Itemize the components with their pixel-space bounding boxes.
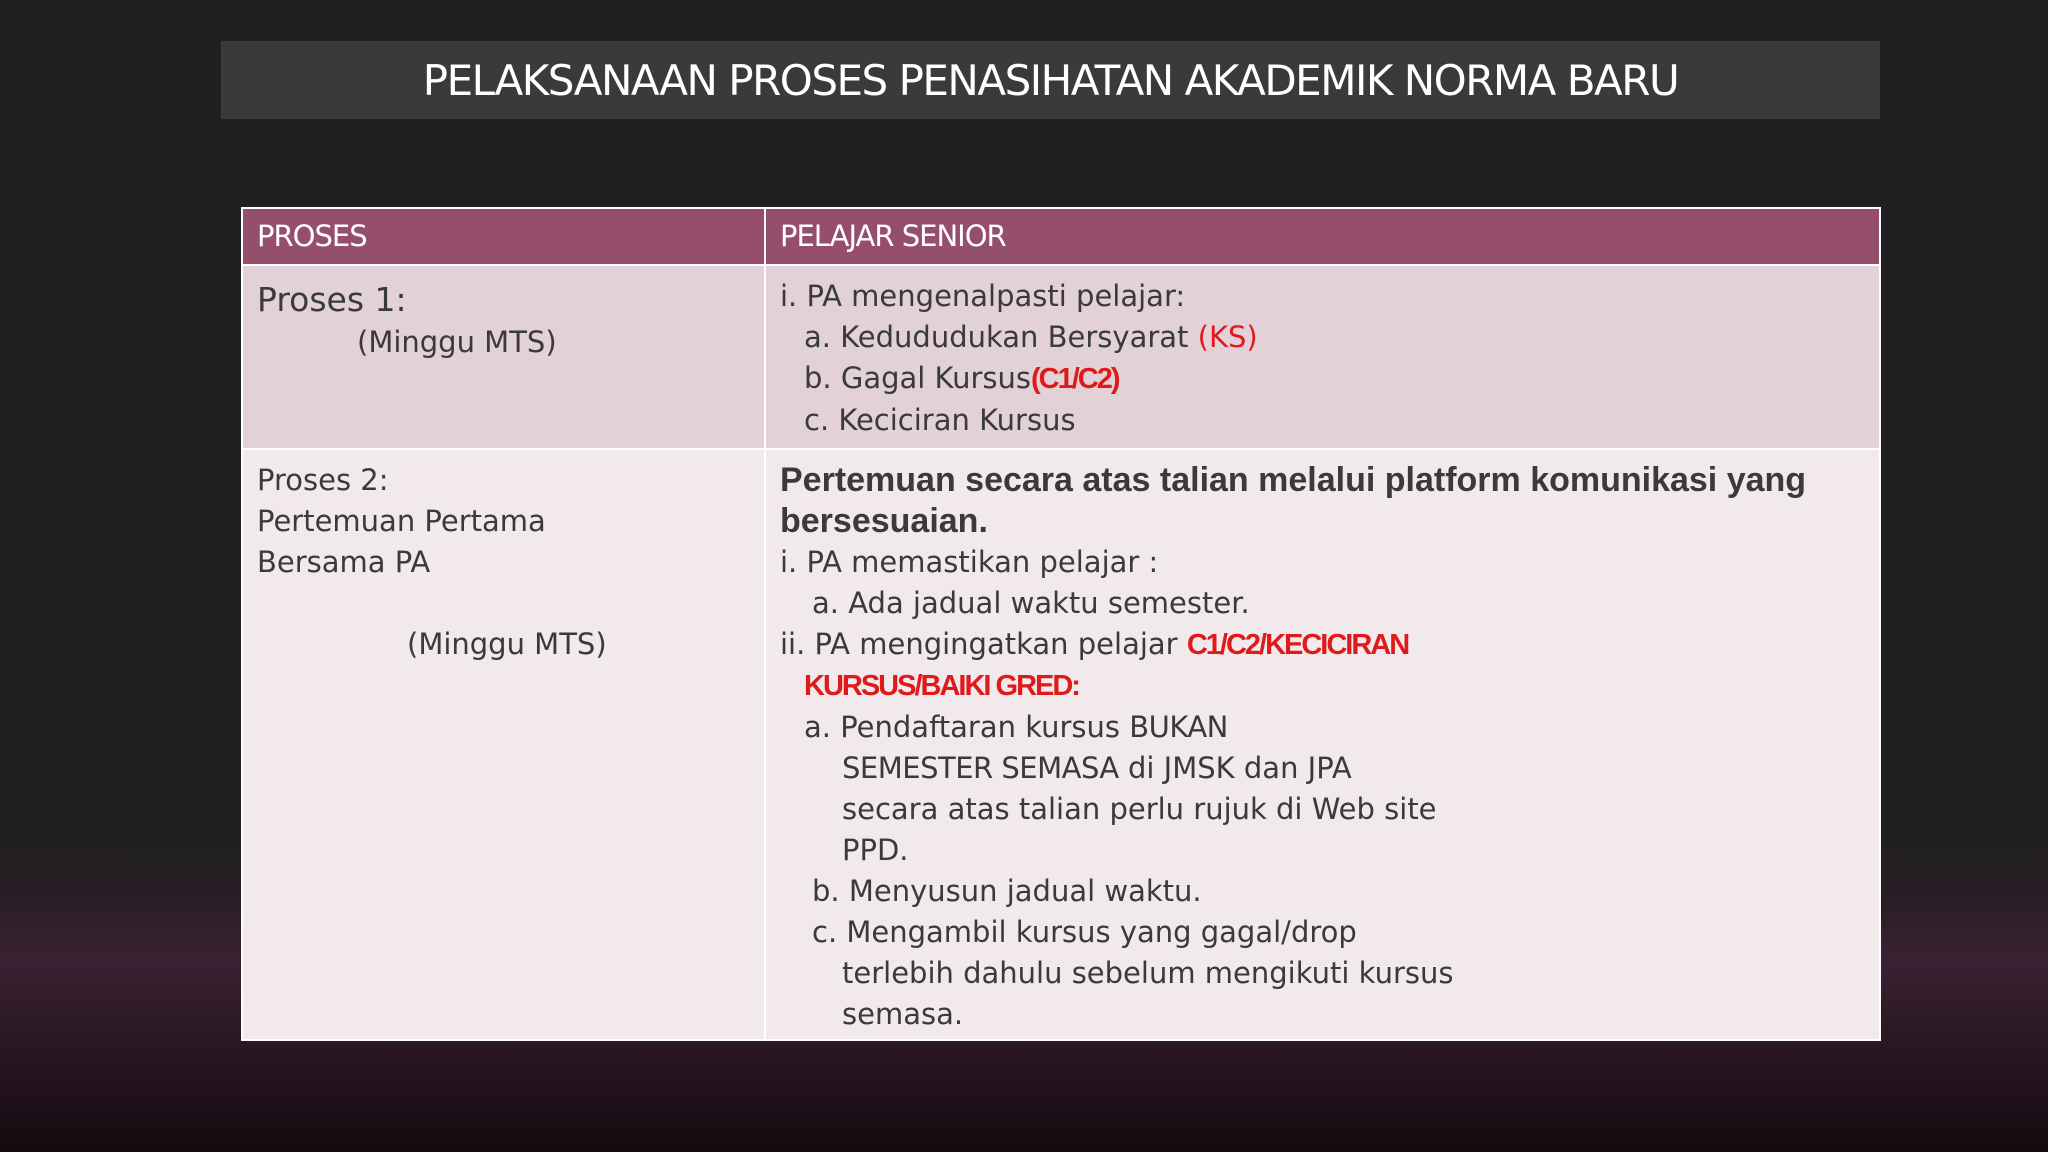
row2-point-ii-b: b. Menyusun jadual waktu. (812, 874, 1202, 908)
row1-item-a (780, 317, 1865, 358)
process-table (241, 207, 1881, 1041)
row2-point-ii (780, 624, 1865, 666)
row1-detail-cell (766, 266, 1879, 448)
row1-proses-title: Proses 1: (257, 280, 407, 319)
slide-title: PELAKSANAAN PROSES PENASIHATAN AKADEMIK NORMA BARU (422, 55, 1679, 105)
row2-point-i-a: a. Ada jadual waktu semester. (812, 586, 1250, 620)
row2-heading-line1: Pertemuan secara atas talian melalui platform komunikasi yang (780, 461, 1807, 499)
row2-point-ii-c-line3: semasa. (842, 997, 964, 1031)
row1-item-b-text: b. Gagal Kursus (804, 361, 1032, 395)
header-pelajar-senior (766, 209, 1879, 264)
row1-item-b-code: (C1/C2) (1031, 363, 1119, 395)
header-proses (243, 209, 764, 264)
row2-point-ii-a-line4: PPD. (842, 833, 909, 867)
row2-point-ii-a-line2 (780, 748, 1865, 789)
row2-point-ii-a-bold-1: BUKAN (1129, 710, 1228, 744)
row2-point-ii-c-line1: c. Mengambil kursus yang gagal/drop (812, 915, 1357, 949)
row2-point-ii-a-line3: secara atas talian perlu rujuk di Web site (842, 792, 1437, 826)
row2-proses-line2: Pertemuan Pertama (257, 504, 546, 538)
header-pelajar-senior-label: PELAJAR SENIOR (780, 219, 1006, 253)
row2-proses-cell (243, 450, 764, 1039)
row2-spacer (257, 583, 750, 624)
row2-point-ii-a (780, 707, 1865, 748)
row1-item-b (780, 358, 1865, 400)
header-proses-label: PROSES (257, 219, 367, 253)
row1-intro: i. PA mengenalpasti pelajar: (780, 279, 1186, 313)
row2-point-i: i. PA memastikan pelajar : (780, 545, 1159, 579)
slide-title-bar (221, 41, 1880, 119)
row2-point-ii-a-text-1: a. Pendaftaran kursus (804, 710, 1130, 744)
row2-point-ii-red-2: KURSUS/BAIKI GRED: (804, 670, 1079, 702)
row1-proses-cell (243, 266, 764, 448)
row2-point-ii-a-bold-2: SEMESTER SEMASA (842, 751, 1119, 785)
row2-detail-cell (766, 450, 1879, 1039)
row1-proses-note: (Minggu MTS) (357, 325, 557, 359)
row1-item-c: c. Keciciran Kursus (804, 403, 1076, 437)
row2-proses-line3: Bersama PA (257, 545, 431, 579)
row2-proses-title: Proses 2: (257, 463, 389, 497)
row2-heading-line2: bersesuaian. (780, 502, 988, 540)
row2-point-ii-c-line2: terlebih dahulu sebelum mengikuti kursus (842, 956, 1454, 990)
row2-point-ii-red-1: C1/C2/KECICIRAN (1186, 629, 1409, 661)
row1-item-a-code: (KS) (1197, 320, 1258, 354)
row2-point-ii-a-text-2: di JMSK dan JPA (1118, 751, 1352, 785)
row2-point-ii-text: ii. PA mengingatkan pelajar (780, 627, 1187, 661)
row1-item-a-text: a. Kedududukan Bersyarat (804, 320, 1198, 354)
row2-proses-note: (Minggu MTS) (407, 627, 607, 661)
